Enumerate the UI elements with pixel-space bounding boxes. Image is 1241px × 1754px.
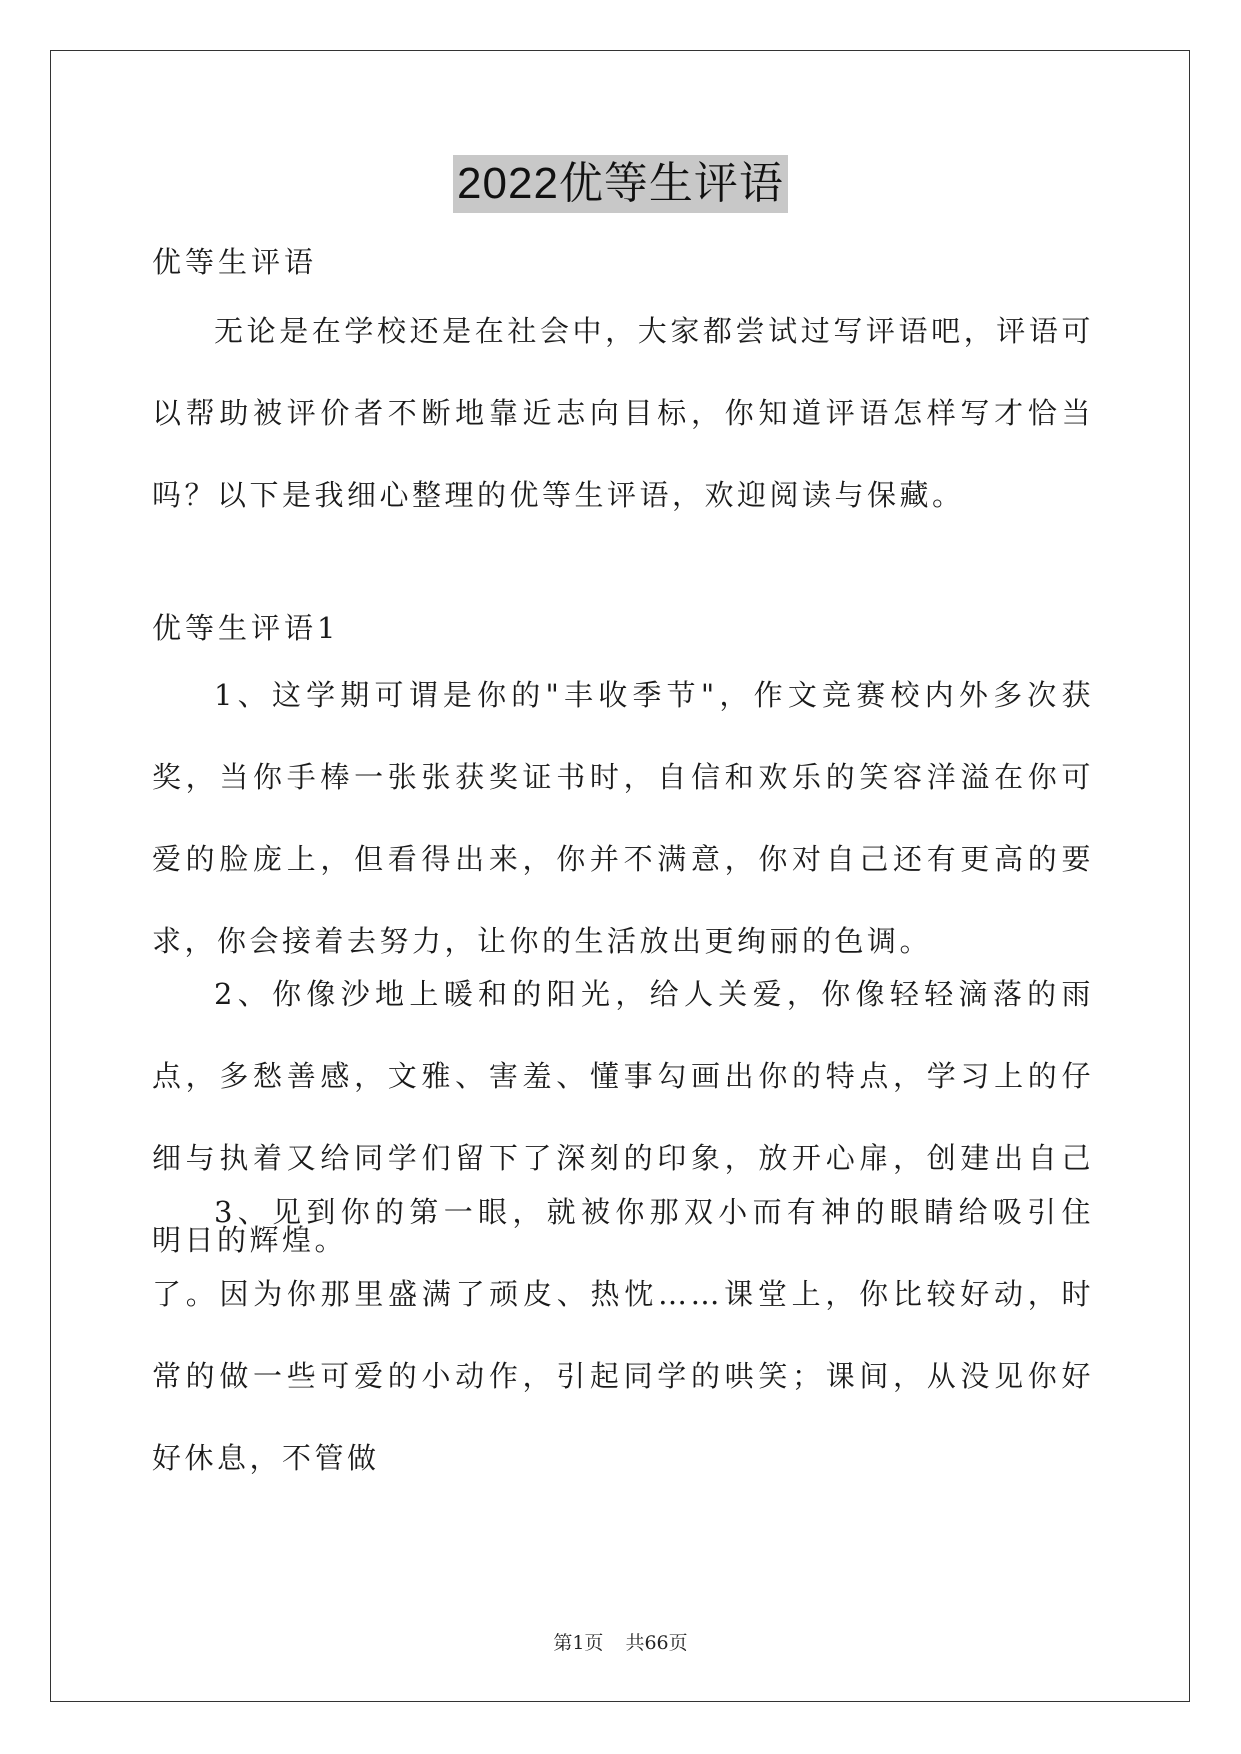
page-total: 共66页 — [625, 1632, 688, 1654]
paragraph-2: 2、你像沙地上暖和的阳光，给人关爱，你像轻轻滴落的雨点，多愁善感，文雅、害羞、懂事勾画出你的特点，学习上的仔细与执着又给同学们留下了深刻的印象，放开心扉，创建出自己明日的辉煌。 — [152, 977, 1094, 1257]
page-number: 第1页 — [553, 1632, 604, 1654]
document-subtitle: 优等生评语 — [152, 245, 318, 279]
paragraph-3: 3、见到你的第一眼，就被你那双小而有神的眼睛给吸引住了。因为你那里盛满了顽皮、热忱……课堂上，你比较好动，时常的做一些可爱的小动作，引起同学的哄笑；课间，从没见你好好休息，不管做 — [152, 1195, 1094, 1475]
paragraph-1: 1、这学期可谓是你的"丰收季节"，作文竞赛校内外多次获奖，当你手棒一张张获奖证书时，自信和欢乐的笑容洋溢在你可爱的脸庞上，但看得出来，你并不满意，你对自己还有更高的要求，你会接着去努力，让你的生活放出更绚丽的色调。 — [152, 678, 1094, 958]
intro-paragraph: 无论是在学校还是在社会中，大家都尝试过写评语吧，评语可以帮助被评价者不断地靠近志向目标，你知道评语怎样写才恰当吗？以下是我细心整理的优等生评语，欢迎阅读与保藏。 — [152, 314, 1094, 512]
section-heading: 优等生评语1 — [152, 611, 340, 645]
page-footer — [0, 1628, 1241, 1655]
document-title: 2022优等生评语 — [453, 155, 788, 213]
title-container — [0, 155, 1241, 213]
